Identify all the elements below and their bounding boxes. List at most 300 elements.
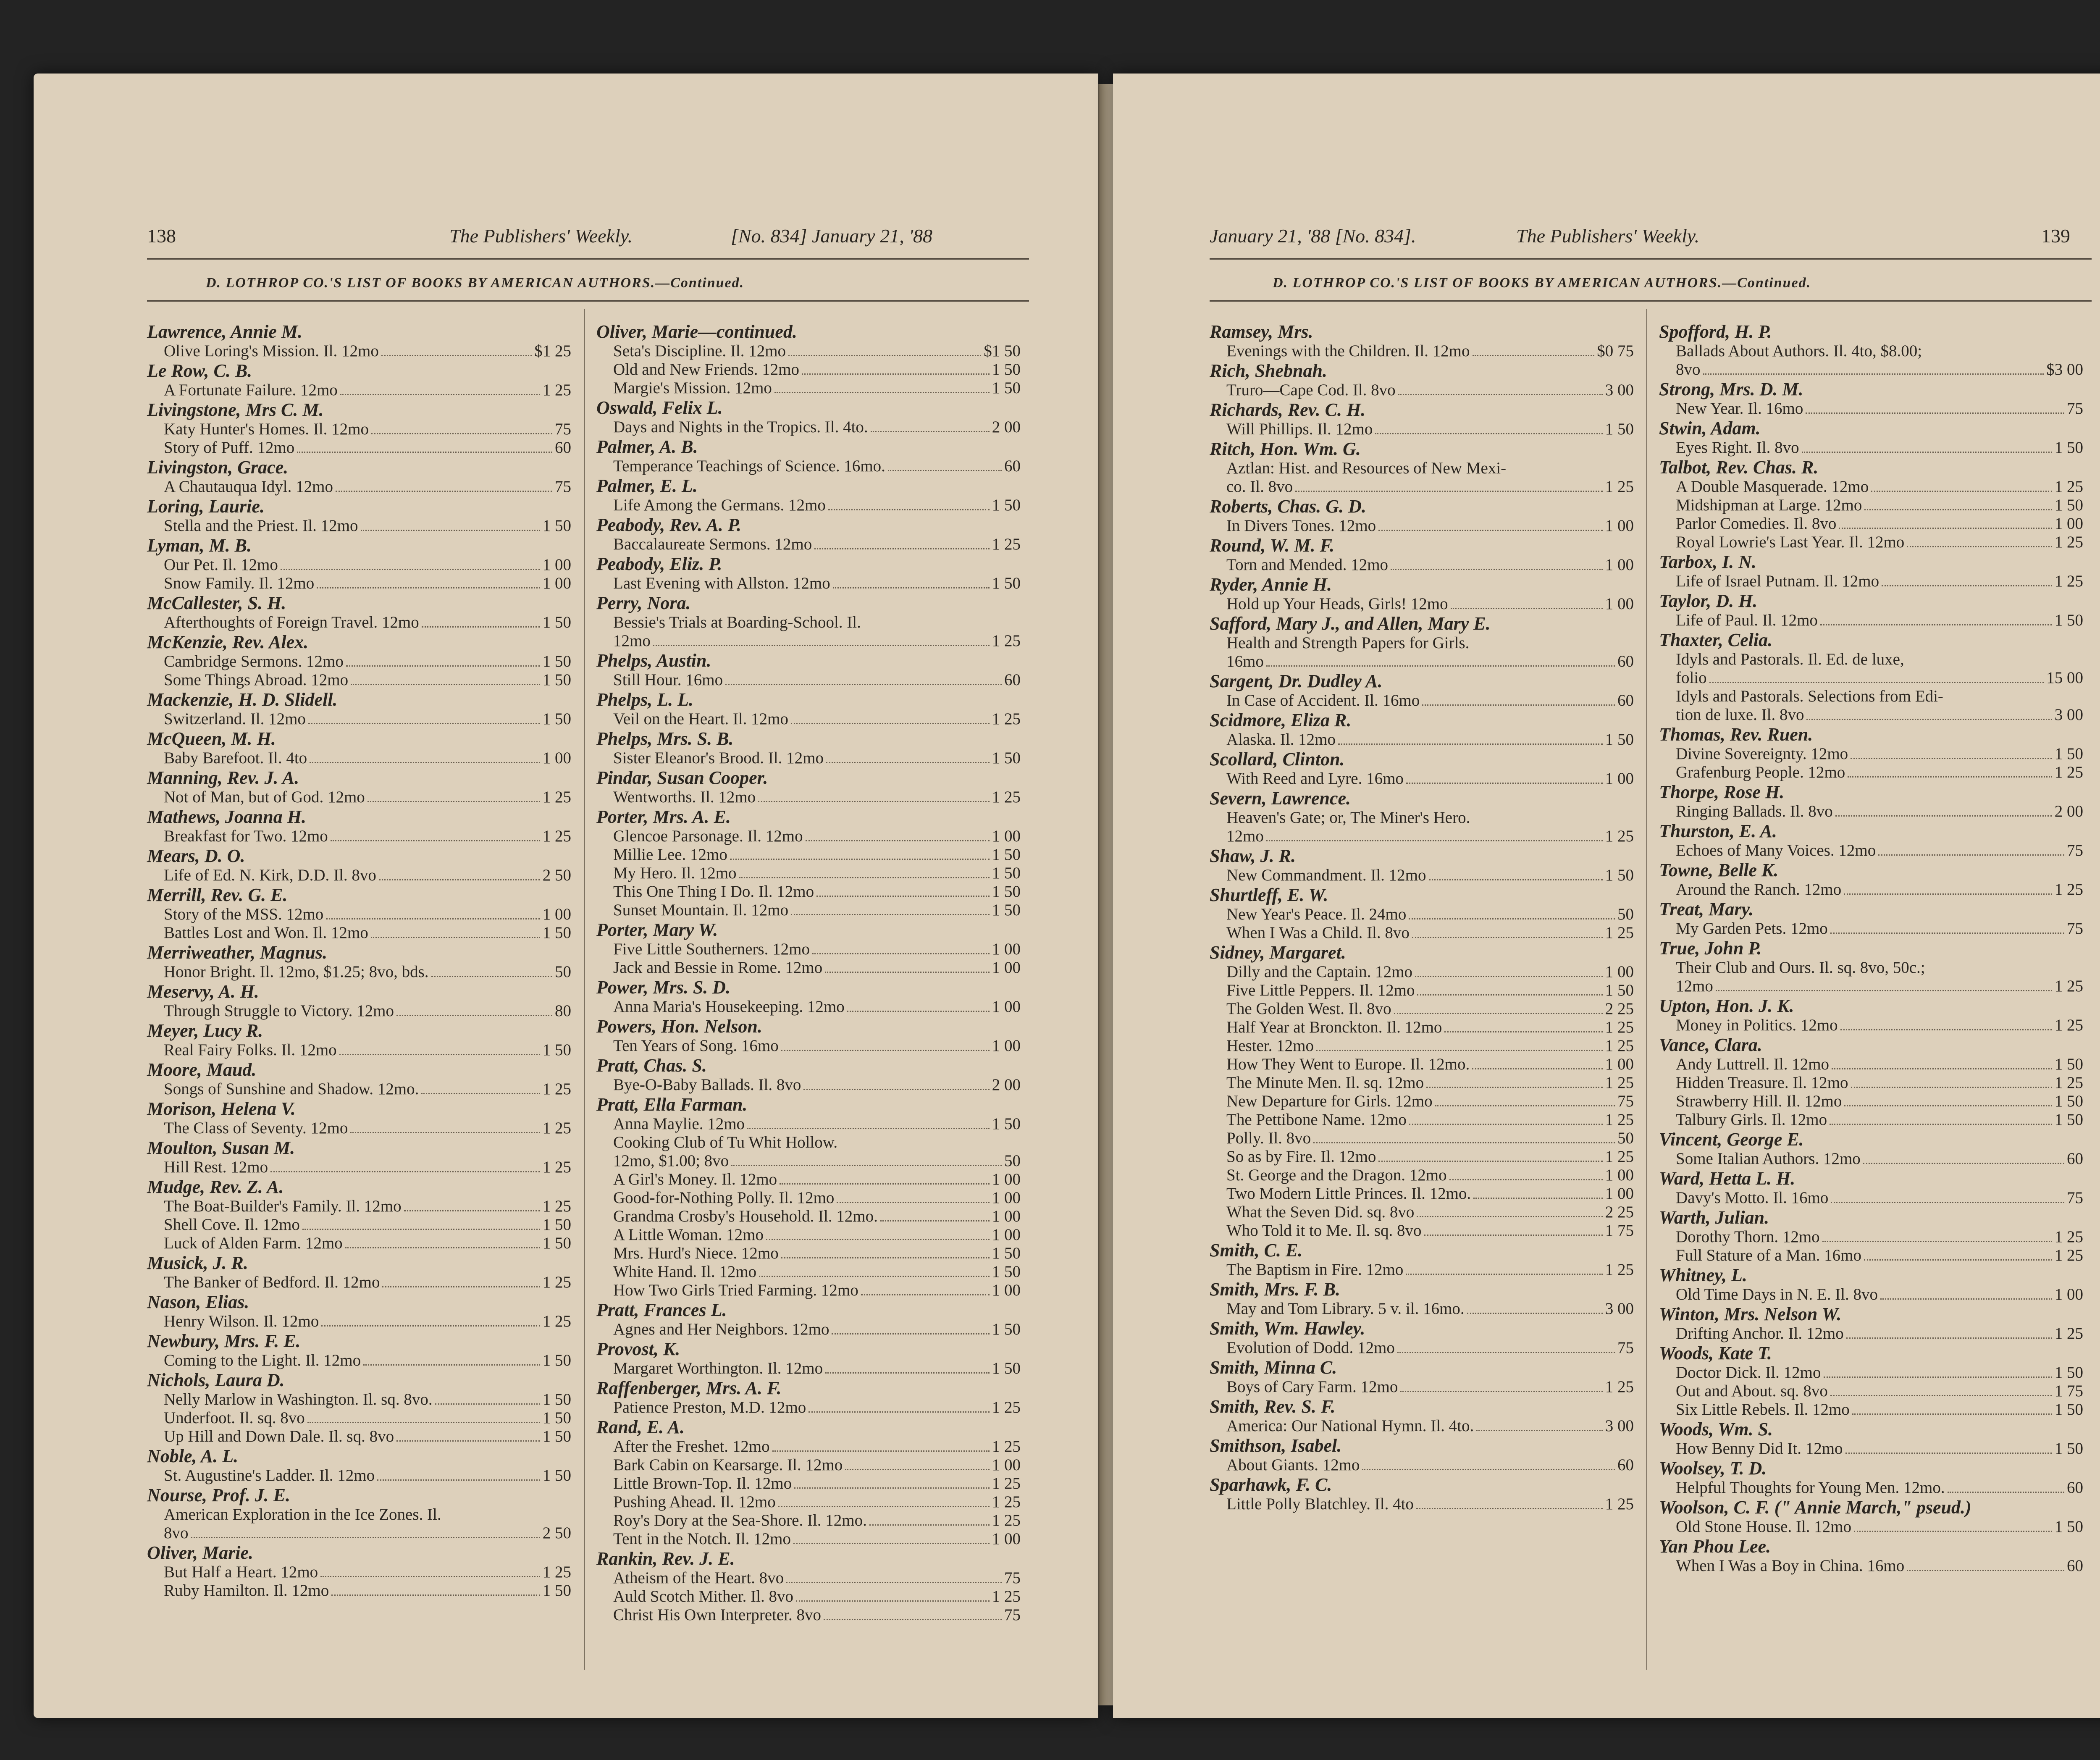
author-name: Lyman, M. B. <box>147 535 252 556</box>
dot-leader <box>431 976 553 977</box>
book-row <box>596 535 1021 554</box>
book-title: 8vo <box>164 1524 189 1542</box>
book-title: 12mo, $1.00; 8vo <box>613 1152 729 1170</box>
book-price: 1 00 <box>992 998 1021 1016</box>
dot-leader <box>191 1537 540 1538</box>
author-name: Rand, E. A. <box>596 1417 685 1437</box>
author-name: Smithson, Isabel. <box>1210 1435 1342 1456</box>
book-price: 1 00 <box>542 905 571 923</box>
book-row <box>596 1320 1021 1339</box>
author-name: Manning, Rev. J. A. <box>147 767 299 788</box>
author-name: Le Row, C. B. <box>147 360 252 381</box>
book-title: Not of Man, but of God. 12mo <box>164 788 365 806</box>
author-entry <box>147 632 571 689</box>
author-entry <box>1659 457 2083 552</box>
book-title: Full Stature of a Man. 16mo <box>1676 1246 1861 1264</box>
book-row <box>147 1158 571 1177</box>
book-price: 1 50 <box>992 1115 1021 1133</box>
author-entry <box>147 1253 571 1292</box>
author-name: Livingstone, Mrs C. M. <box>147 399 324 420</box>
book-title: 8vo <box>1676 360 1701 378</box>
author-entry <box>596 1339 1021 1378</box>
author-entry <box>1210 439 1634 496</box>
book-row <box>596 574 1021 593</box>
dot-leader <box>1394 1013 1603 1014</box>
book-title: St. Augustine's Ladder. Il. 12mo <box>164 1466 375 1484</box>
author-name: Palmer, E. L. <box>596 475 698 496</box>
book-price: 1 25 <box>1605 924 1634 942</box>
author-entry <box>1659 418 2083 457</box>
book-title: Half Year at Bronckton. Il. 12mo <box>1226 1018 1442 1036</box>
book-row <box>596 1511 1021 1530</box>
author-entry <box>147 321 571 360</box>
dot-leader <box>826 762 990 763</box>
dot-leader <box>1948 1492 2064 1493</box>
book-row <box>1659 1016 2083 1035</box>
book-title: Old Stone House. Il. 12mo <box>1676 1518 1852 1536</box>
book-price: 1 00 <box>992 1037 1021 1055</box>
book-title: Story of Puff. 12mo <box>164 439 295 457</box>
book-row <box>1210 1000 1634 1018</box>
book-price: 1 25 <box>1605 478 1634 496</box>
book-title: Out and About. sq. 8vo <box>1676 1382 1828 1400</box>
dot-leader <box>1449 1179 1603 1180</box>
book-title: The Minute Men. Il. sq. 12mo <box>1226 1074 1424 1092</box>
dot-leader <box>1409 1124 1603 1125</box>
book-price: 1 50 <box>992 1359 1021 1377</box>
author-name: Nourse, Prof. J. E. <box>147 1485 291 1505</box>
book-row <box>596 1170 1021 1189</box>
book-row <box>596 1189 1021 1207</box>
book-row <box>1210 556 1634 574</box>
author-entry <box>147 806 571 846</box>
dot-leader <box>297 452 552 453</box>
book-title: Grandma Crosby's Household. Il. 12mo. <box>613 1207 878 1225</box>
book-row <box>596 864 1021 883</box>
book-price: 1 50 <box>1605 866 1634 884</box>
author-name: Mudge, Rev. Z. A. <box>147 1177 284 1197</box>
book-title: With Reed and Lyre. 16mo <box>1226 770 1404 788</box>
book-row <box>1210 459 1634 478</box>
book-price: 3 00 <box>1605 381 1634 399</box>
dot-leader <box>331 840 540 841</box>
book-price: 1 25 <box>542 1312 571 1330</box>
book-row <box>596 496 1021 515</box>
book-price: 1 50 <box>992 574 1021 592</box>
book-row <box>147 556 571 574</box>
book-price: 1 50 <box>2054 439 2083 457</box>
book-price: 75 <box>2067 399 2083 418</box>
dot-leader <box>739 877 990 878</box>
dot-leader <box>793 1543 990 1544</box>
author-entry <box>147 767 571 806</box>
book-title: 12mo <box>613 632 651 650</box>
book-price: 1 00 <box>1605 770 1634 788</box>
book-price: $1 50 <box>984 342 1021 360</box>
author-entry <box>1210 1474 1634 1513</box>
book-price: 1 50 <box>542 710 571 728</box>
author-entry <box>1659 938 2083 996</box>
dot-leader <box>1846 1337 2052 1339</box>
author-entry <box>596 1300 1021 1339</box>
dot-leader <box>758 801 990 802</box>
book-row <box>1659 1285 2083 1304</box>
book-row <box>596 1569 1021 1587</box>
book-row <box>1659 360 2083 379</box>
book-title: Baccalaureate Sermons. 12mo <box>613 535 812 553</box>
title-rule <box>147 300 1029 302</box>
dot-leader <box>281 569 540 570</box>
book-row <box>1659 1092 2083 1111</box>
book-title: The Boat-Builder's Family. Il. 12mo <box>164 1197 402 1215</box>
book-title: Margie's Mission. 12mo <box>613 379 772 397</box>
book-price: 60 <box>1617 652 1634 670</box>
author-entry <box>1659 1265 2083 1304</box>
dot-leader <box>270 1171 540 1172</box>
book-row <box>1210 963 1634 981</box>
author-entry <box>147 1177 571 1253</box>
book-price: 1 50 <box>992 1320 1021 1338</box>
author-entry <box>147 885 571 942</box>
dot-leader <box>1882 585 2052 586</box>
book-price: 1 00 <box>992 1170 1021 1188</box>
author-name: Roberts, Chas. G. D. <box>1210 496 1366 517</box>
author-entry <box>147 360 571 399</box>
book-row <box>1659 439 2083 457</box>
book-row <box>1210 1378 1634 1396</box>
book-row <box>596 1530 1021 1548</box>
dot-leader <box>1709 682 2044 683</box>
dot-leader <box>808 1411 989 1413</box>
author-entry <box>1210 749 1634 788</box>
dot-leader <box>1864 1259 2052 1261</box>
dot-leader <box>1716 990 2052 991</box>
book-price: 75 <box>1004 1606 1021 1624</box>
author-entry <box>147 496 571 535</box>
book-row <box>147 1466 571 1485</box>
dot-leader <box>803 1089 989 1090</box>
book-price: 1 50 <box>542 1581 571 1600</box>
book-title: Drifting Anchor. Il. 12mo <box>1676 1324 1844 1342</box>
author-name: Safford, Mary J., and Allen, Mary E. <box>1210 613 1491 634</box>
book-title: Switzerland. Il. 12mo <box>164 710 306 728</box>
author-entry <box>596 515 1021 554</box>
book-price: 1 50 <box>542 1466 571 1484</box>
dot-leader <box>422 626 540 628</box>
author-entry <box>596 806 1021 919</box>
book-title: My Garden Pets. 12mo <box>1676 919 1828 938</box>
book-row <box>147 1080 571 1098</box>
dot-leader <box>317 587 540 588</box>
book-title: Hester. 12mo <box>1226 1037 1314 1055</box>
author-entry <box>1210 496 1634 535</box>
author-entry <box>1210 360 1634 399</box>
book-title: Six Little Rebels. Il. 12mo <box>1676 1400 1850 1419</box>
book-row <box>596 342 1021 360</box>
author-entry <box>596 767 1021 806</box>
dot-leader <box>340 394 540 395</box>
dot-leader <box>404 1210 540 1211</box>
dot-leader <box>1831 1202 2064 1203</box>
book-row <box>147 866 571 885</box>
author-name: Taylor, D. H. <box>1659 591 1758 611</box>
book-title: Will Phillips. Il. 12mo <box>1226 420 1373 438</box>
author-name: Thorpe, Rose H. <box>1659 782 1785 802</box>
dot-leader <box>786 1582 1002 1583</box>
author-name: Pindar, Susan Cooper. <box>596 767 768 788</box>
book-title: Midshipman at Large. 12mo <box>1676 496 1862 514</box>
author-entry <box>1659 379 2083 418</box>
book-price: 3 00 <box>1605 1417 1634 1435</box>
author-name: Treat, Mary. <box>1659 899 1754 919</box>
book-row <box>147 671 571 689</box>
book-price: 1 25 <box>2054 1016 2083 1034</box>
author-name: Whitney, L. <box>1659 1265 1747 1285</box>
book-title: Money in Politics. 12mo <box>1676 1016 1838 1034</box>
book-row <box>1210 381 1634 399</box>
dot-leader <box>796 1600 990 1602</box>
book-row <box>1659 611 2083 630</box>
book-title: Songs of Sunshine and Shadow. 12mo. <box>164 1080 419 1098</box>
book-price: 1 00 <box>1605 595 1634 613</box>
book-price: 60 <box>1004 457 1021 475</box>
book-price: 1 25 <box>1605 1378 1634 1396</box>
book-row <box>1659 687 2083 706</box>
book-row <box>1659 1111 2083 1129</box>
book-price: 75 <box>555 420 571 438</box>
author-name: Merriweather, Magnus. <box>147 942 328 963</box>
book-title: My Hero. Il. 12mo <box>613 864 737 882</box>
dot-leader <box>1822 1241 2052 1242</box>
book-title: Roy's Dory at the Sea-Shore. Il. 12mo. <box>613 1511 867 1529</box>
book-title: Cambridge Sermons. 12mo <box>164 652 344 670</box>
book-row <box>1210 517 1634 535</box>
book-row <box>147 1273 571 1292</box>
book-title: Some Italian Authors. 12mo <box>1676 1150 1861 1168</box>
dot-leader <box>1472 1068 1603 1069</box>
dot-leader <box>653 645 990 646</box>
book-title: Days and Nights in the Tropics. Il. 4to. <box>613 418 868 436</box>
book-price: 60 <box>2067 1557 2083 1575</box>
book-row <box>147 1002 571 1020</box>
book-row <box>147 710 571 728</box>
author-entry <box>1659 1168 2083 1207</box>
dot-leader <box>759 1276 990 1277</box>
book-price: 1 25 <box>2054 763 2083 781</box>
dot-leader <box>880 1220 990 1221</box>
book-row <box>147 517 571 535</box>
dot-leader <box>747 1128 990 1129</box>
dot-leader <box>1844 1105 2052 1106</box>
list-title: D. LOTHROP CO.'S LIST OF BOOKS BY AMERICAN AUTHORS.—Continued. <box>206 275 745 291</box>
book-row <box>1659 533 2083 552</box>
dot-leader <box>1820 624 2052 625</box>
book-title: About Giants. 12mo <box>1226 1456 1360 1474</box>
book-row <box>1210 652 1634 671</box>
author-name: Powers, Hon. Nelson. <box>596 1016 762 1037</box>
book-row <box>596 1076 1021 1094</box>
author-entry <box>1659 1304 2083 1343</box>
author-entry <box>1210 1279 1634 1318</box>
book-row <box>596 959 1021 977</box>
dot-leader <box>847 1011 990 1012</box>
book-price: 1 50 <box>992 846 1021 864</box>
book-title: Bye-O-Baby Ballads. Il. 8vo <box>613 1076 801 1094</box>
book-title: Underfoot. Il. sq. 8vo <box>164 1409 305 1427</box>
book-row <box>147 342 571 360</box>
book-row <box>147 381 571 399</box>
book-row <box>1659 841 2083 860</box>
book-price: 1 25 <box>992 1493 1021 1511</box>
dot-leader <box>1806 719 2052 720</box>
dot-leader <box>371 937 540 938</box>
author-entry <box>596 1016 1021 1055</box>
author-entry <box>147 1446 571 1485</box>
book-row <box>147 652 571 671</box>
book-title: Ten Years of Song. 16mo <box>613 1037 779 1055</box>
book-title: Henry Wilson. Il. 12mo <box>164 1312 319 1330</box>
dot-leader <box>833 587 990 588</box>
book-price: 1 00 <box>2054 515 2083 533</box>
book-price: 60 <box>2067 1150 2083 1168</box>
book-price: 1 50 <box>542 1427 571 1445</box>
dot-leader <box>1409 918 1615 919</box>
author-entry <box>1659 1035 2083 1129</box>
dot-leader <box>1844 893 2052 895</box>
book-title: Bessie's Trials at Boarding-School. Il. <box>613 613 861 631</box>
book-price: 1 00 <box>992 1456 1021 1474</box>
author-name: Perry, Nora. <box>596 593 691 613</box>
book-price: 1 25 <box>992 1398 1021 1416</box>
dot-leader <box>1854 1531 2052 1532</box>
book-price: 1 25 <box>1605 1111 1634 1129</box>
dot-leader <box>396 1440 540 1442</box>
author-name: Rankin, Rev. J. E. <box>596 1548 735 1569</box>
book-row <box>596 1493 1021 1511</box>
dot-leader <box>1802 452 2052 453</box>
book-row <box>147 574 571 593</box>
book-row <box>1659 745 2083 763</box>
book-row <box>1659 763 2083 782</box>
book-title: How Two Girls Tried Farming. 12mo <box>613 1281 858 1299</box>
book-title: When I Was a Child. Il. 8vo <box>1226 924 1410 942</box>
dot-leader <box>1378 530 1603 531</box>
author-name: Oliver, Marie—continued. <box>596 321 797 342</box>
book-price: 1 25 <box>2054 977 2083 995</box>
author-entry <box>1659 321 2083 379</box>
author-entry <box>1210 1435 1634 1474</box>
author-name: Upton, Hon. J. K. <box>1659 996 1794 1016</box>
book-row <box>596 827 1021 846</box>
book-price: 1 50 <box>542 1351 571 1369</box>
book-price: 1 50 <box>2054 1518 2083 1536</box>
author-name: Merrill, Rev. G. E. <box>147 885 288 905</box>
author-name: Peabody, Eliz. P. <box>596 554 722 574</box>
dot-leader <box>1415 976 1603 977</box>
book-title: Davy's Motto. Il. 16mo <box>1676 1189 1829 1207</box>
book-price: 1 50 <box>2054 1055 2083 1073</box>
author-name: Nichols, Laura D. <box>147 1370 285 1390</box>
book-row <box>596 1207 1021 1226</box>
author-entry <box>1659 860 2083 899</box>
book-row <box>596 1437 1021 1456</box>
book-title: tion de luxe. Il. 8vo <box>1676 706 1804 724</box>
book-title: How Benny Did It. 12mo <box>1676 1440 1843 1458</box>
dot-leader <box>766 1239 990 1240</box>
book-title: Shell Cove. Il. 12mo <box>164 1216 300 1234</box>
dot-leader <box>1444 1031 1602 1032</box>
book-title: 16mo <box>1226 652 1264 670</box>
dot-leader <box>1830 1124 2052 1125</box>
dot-leader <box>361 530 540 531</box>
author-entry <box>596 1094 1021 1300</box>
book-title: Polly. Il. 8vo <box>1226 1129 1311 1147</box>
dot-leader <box>350 1132 540 1133</box>
dot-leader <box>396 1015 552 1016</box>
book-row <box>147 1351 571 1370</box>
book-row <box>147 1312 571 1331</box>
author-entry <box>1659 724 2083 782</box>
author-entry <box>1659 1343 2083 1419</box>
book-price: 1 50 <box>542 613 571 631</box>
book-title: The Golden West. Il. 8vo <box>1226 1000 1391 1018</box>
book-row <box>147 827 571 846</box>
author-entry <box>147 1020 571 1059</box>
header-rule <box>147 258 1029 260</box>
author-entry <box>596 475 1021 515</box>
book-price: 1 25 <box>1605 1495 1634 1513</box>
book-title: Life of Paul. Il. 12mo <box>1676 611 1818 629</box>
book-price: 50 <box>1004 1152 1021 1170</box>
book-title: Talbury Girls. Il. 12mo <box>1676 1111 1827 1129</box>
book-row <box>596 901 1021 919</box>
author-name: Ramsey, Mrs. <box>1210 321 1313 342</box>
book-price: 1 25 <box>992 632 1021 650</box>
book-title: Truro—Cape Cod. Il. 8vo <box>1226 381 1396 399</box>
book-title: Olive Loring's Mission. Il. 12mo <box>164 342 379 360</box>
book-title: In Divers Tones. 12mo <box>1226 517 1376 535</box>
author-entry <box>1659 1536 2083 1575</box>
book-price: 2 50 <box>542 1524 571 1542</box>
book-price: 1 50 <box>2054 1111 2083 1129</box>
book-title: When I Was a Boy in China. 16mo <box>1676 1557 1905 1575</box>
author-name: Scidmore, Eliza R. <box>1210 710 1352 730</box>
author-name: Spofford, H. P. <box>1659 321 1772 342</box>
author-name: Mathews, Joanna H. <box>147 806 306 827</box>
author-name: Peabody, Rev. A. P. <box>596 515 741 535</box>
dot-leader <box>377 1479 540 1481</box>
author-entry <box>147 942 571 981</box>
author-name: Shurtleff, E. W. <box>1210 885 1328 905</box>
book-row <box>1659 802 2083 821</box>
book-title: Jack and Bessie in Rome. 12mo <box>613 959 823 977</box>
book-row <box>147 963 571 981</box>
book-price: 1 50 <box>992 379 1021 397</box>
book-price: 1 50 <box>542 1234 571 1252</box>
book-title: Some Things Abroad. 12mo <box>164 671 349 689</box>
author-name: Smith, Mrs. F. B. <box>1210 1279 1341 1300</box>
book-title: Little Polly Blatchley. Il. 4to <box>1226 1495 1414 1513</box>
book-row <box>596 1133 1021 1152</box>
book-row <box>1210 981 1634 1000</box>
author-name: Ryder, Annie H. <box>1210 574 1332 595</box>
book-title: Parlor Comedies. Il. 8vo <box>1676 515 1837 533</box>
book-title: Who Told it to Me. Il. sq. 8vo <box>1226 1221 1422 1240</box>
author-name: Moore, Maud. <box>147 1059 257 1080</box>
dot-leader <box>421 1093 540 1094</box>
book-row <box>596 940 1021 959</box>
book-row <box>1659 1518 2083 1536</box>
